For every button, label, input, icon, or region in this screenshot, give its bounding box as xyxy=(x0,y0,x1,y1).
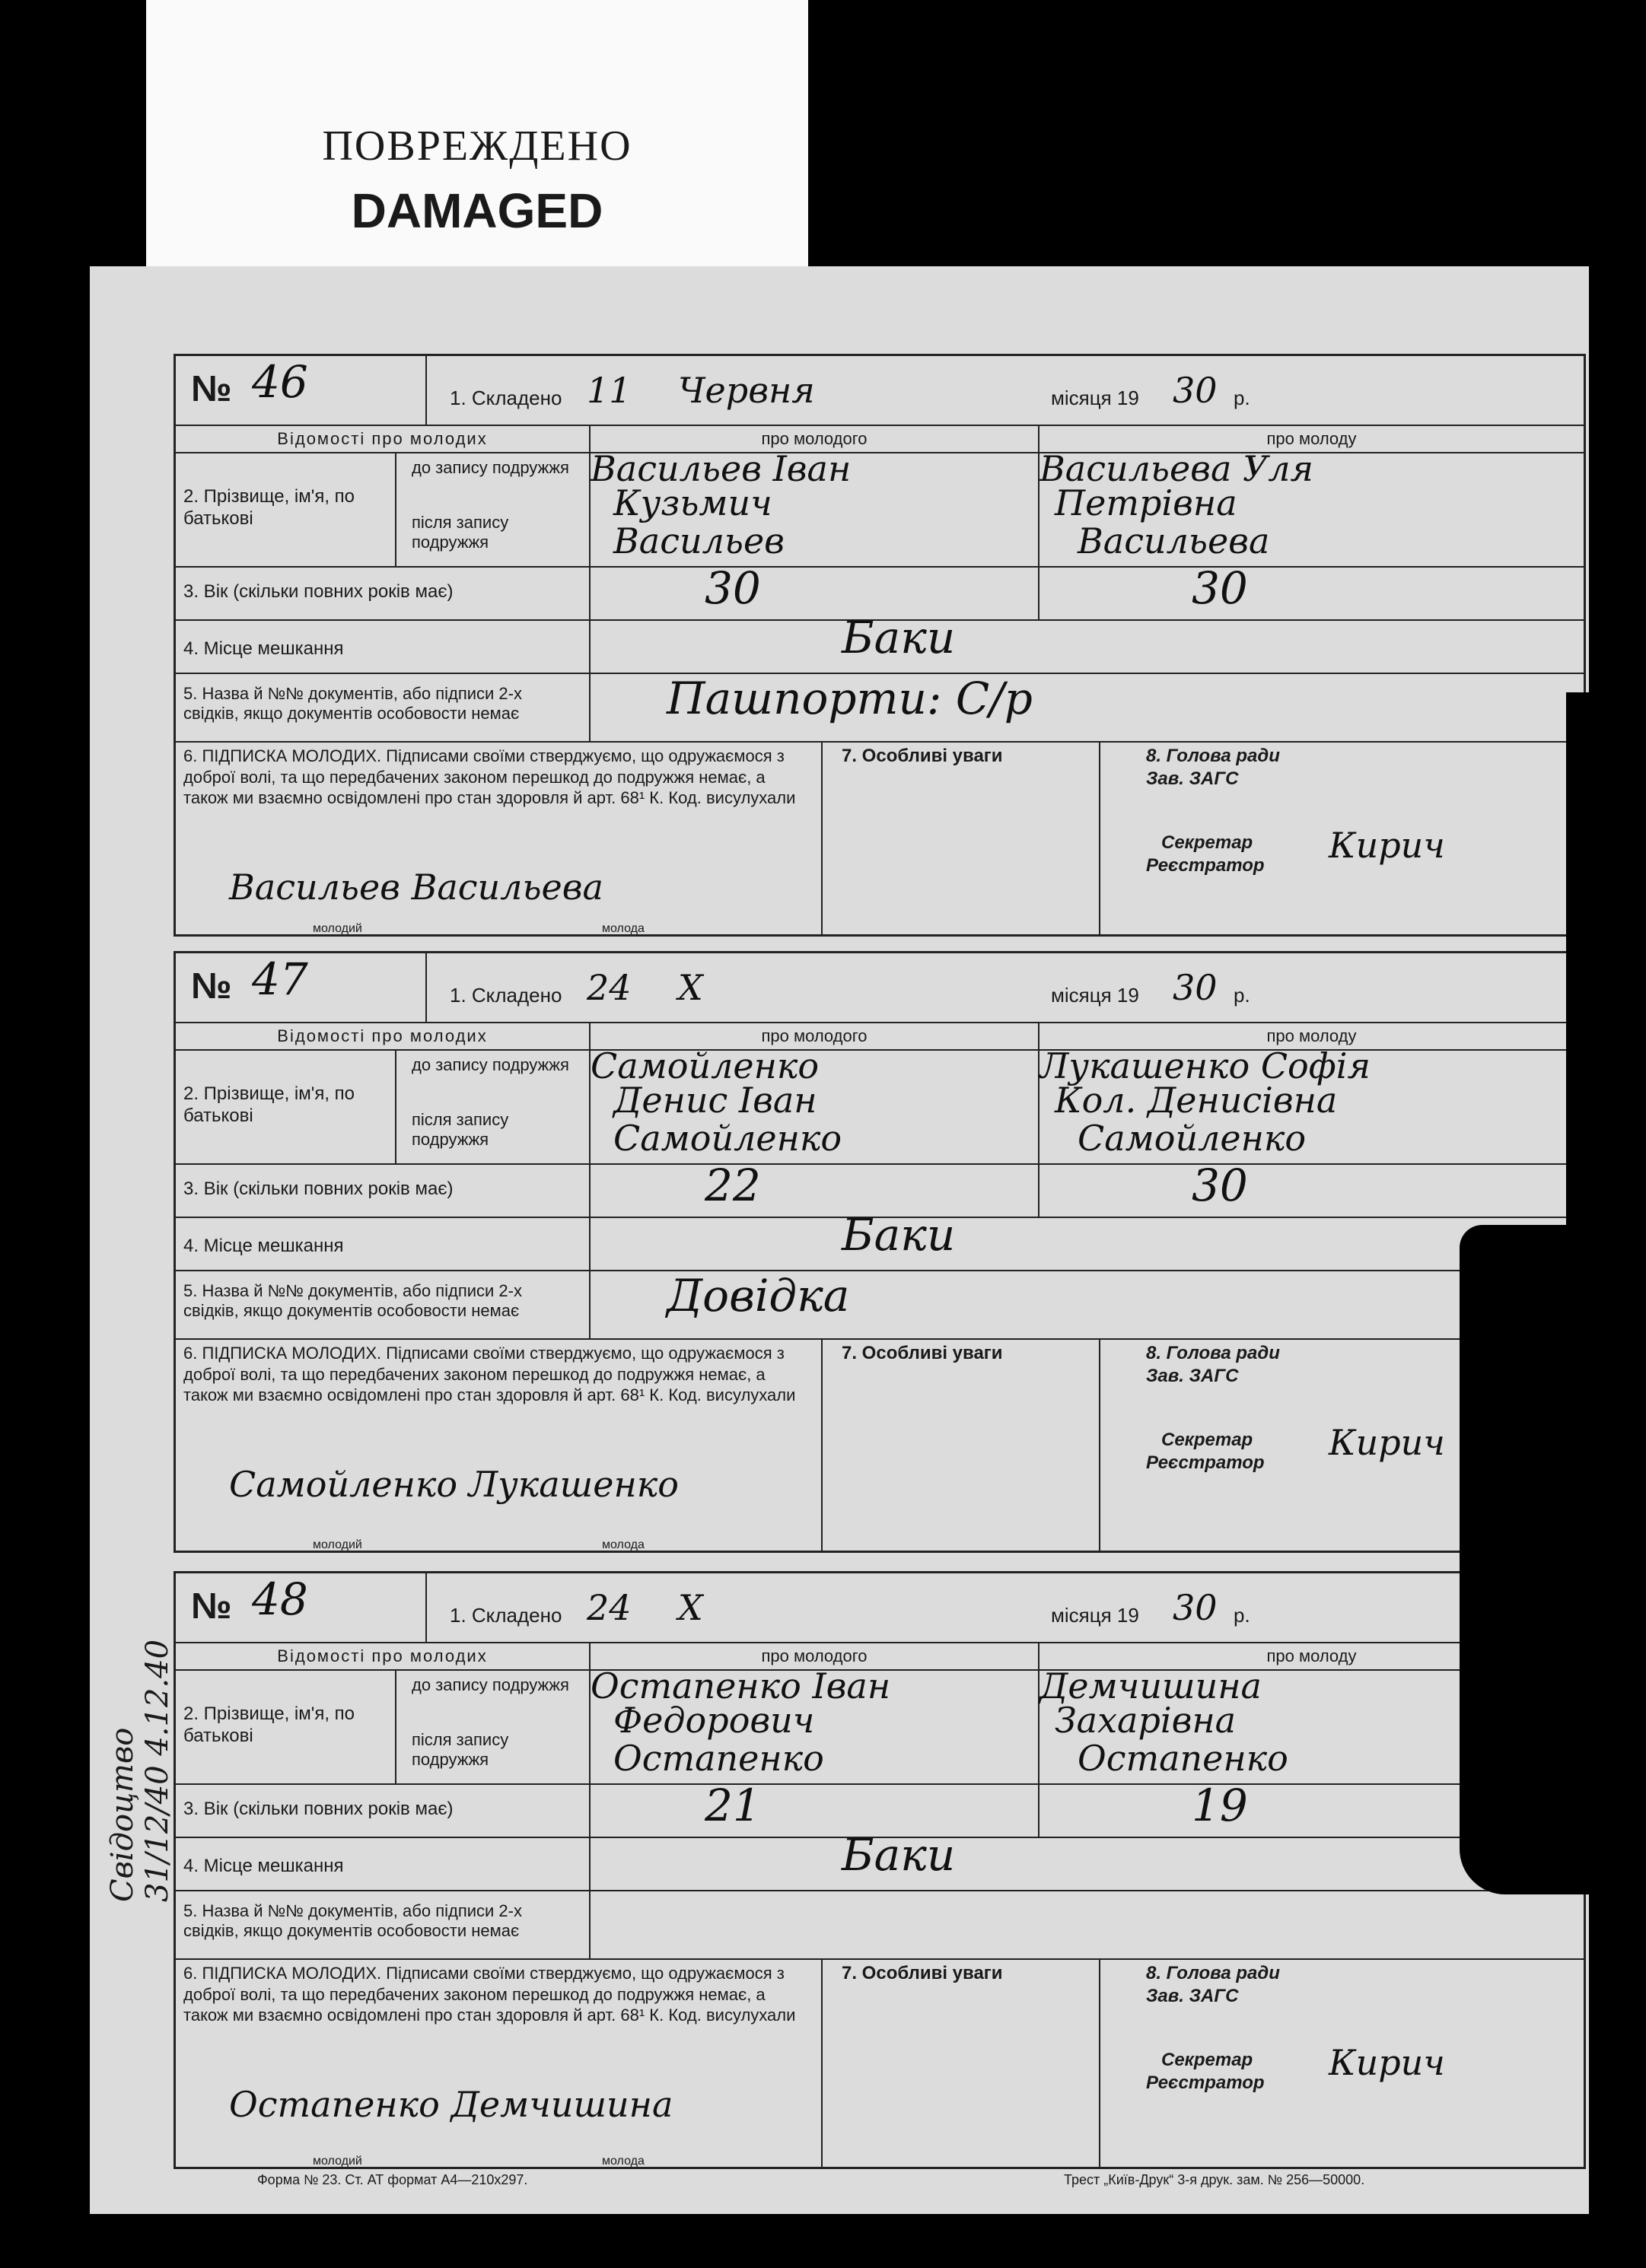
record-header-row xyxy=(176,953,1584,1023)
pledge-cell xyxy=(176,1958,823,2167)
bride-header: про молоду xyxy=(1266,1026,1357,1045)
bride-before-1: Лукашенко Софія xyxy=(1039,1045,1371,1086)
bride-small: молода xyxy=(602,1538,645,1551)
bride-age-cell xyxy=(1039,1159,1584,1217)
zags-label: Зав. ЗАГС xyxy=(1146,768,1239,789)
composed-year: 30 xyxy=(1173,1587,1218,1628)
composed-cell xyxy=(427,356,1584,425)
residence-row xyxy=(176,1829,1584,1891)
name-row xyxy=(176,448,1584,568)
info-header: Відомості про молодих xyxy=(176,1022,591,1049)
registrar-label: Реєстратор xyxy=(1146,2072,1265,2093)
before-label: до запису подружжя xyxy=(412,1675,569,1694)
officials-cell xyxy=(1100,741,1584,934)
no-sign: № xyxy=(191,966,232,1007)
name-row xyxy=(176,1045,1584,1165)
groom-small: молодий xyxy=(313,1538,362,1551)
record-number-cell xyxy=(176,953,427,1022)
pledge-label: 6. ПІДПИСКА МОЛОДИХ. Підписами своїми стверджуємо, що одружаємося з доброї волі, та що передбачених законом перешкод до подружжя немає, а також ми взаємно освідомлені про стан здоровля й арт. 68¹ К. Код. висулухали xyxy=(183,1964,796,2025)
groom-age-cell xyxy=(591,1159,1039,1217)
groom-before-1: Остапенко Іван xyxy=(591,1665,891,1707)
docs-cell xyxy=(591,1270,1584,1338)
bride-header: про молоду xyxy=(1266,1646,1357,1665)
bride-after: Остапенко xyxy=(1078,1738,1288,1779)
groom-before-1: Самойленко xyxy=(591,1045,820,1086)
info-header: Відомості про молодих xyxy=(176,425,591,452)
groom-header: про молодого xyxy=(591,1022,1039,1049)
record-section xyxy=(174,354,1586,937)
docs-label: 5. Назва й №№ документів, або підписи 2-х свідків, якщо документів особовости немає xyxy=(176,673,591,741)
couple-signatures: Васильев Васильева xyxy=(229,867,603,908)
composed-label: 1. Складено xyxy=(450,386,562,409)
composed-day: 11 xyxy=(587,370,632,411)
head-label: 8. Голова ради xyxy=(1146,746,1280,766)
residence-row xyxy=(176,1209,1584,1271)
composed-day: 24 xyxy=(587,1587,632,1628)
year-suffix: р. xyxy=(1234,984,1250,1007)
damaged-label xyxy=(146,0,808,270)
bride-small: молода xyxy=(602,2154,645,2168)
bride-name-cell xyxy=(1039,448,1584,566)
before-after-cell xyxy=(396,1669,591,1783)
couple-signatures: Самойленко Лукашенко xyxy=(229,1464,679,1505)
docs: Довідка xyxy=(667,1270,850,1322)
groom-header: про молодого xyxy=(591,425,1039,452)
head-label: 8. Голова ради xyxy=(1146,1963,1280,1983)
bride-before-2: Кол. Денисівна xyxy=(1055,1080,1338,1121)
notes-label: 7. Особливі уваги xyxy=(823,1958,1100,2167)
official-signature: Кирич xyxy=(1329,2042,1445,2083)
residence: Баки xyxy=(842,1209,956,1261)
composed-day: 24 xyxy=(587,967,632,1008)
bride-before-1: Демчишина xyxy=(1039,1665,1262,1707)
bride-age: 30 xyxy=(1192,562,1248,614)
column-header-row xyxy=(176,425,1584,453)
docs-label: 5. Назва й №№ документів, або підписи 2-х свідків, якщо документів особовости немає xyxy=(176,1890,591,1958)
footer-right: Трест „Київ-Друк“ 3-я друк. зам. № 256—50000. xyxy=(1064,2172,1365,2187)
pledge-cell xyxy=(176,1338,823,1551)
residence: Баки xyxy=(842,1829,956,1881)
month-label: місяця 19 xyxy=(1051,984,1139,1007)
composed-month: X xyxy=(678,967,703,1008)
paper-tear xyxy=(1566,692,1597,1225)
bride-after: Васильева xyxy=(1078,520,1270,561)
groom-small: молодий xyxy=(313,921,362,935)
official-signature: Кирич xyxy=(1329,1422,1445,1463)
record-number-cell xyxy=(176,1573,427,1642)
groom-name-cell xyxy=(591,1045,1039,1163)
record-number: 46 xyxy=(252,356,308,408)
docs-row xyxy=(176,1890,1584,1960)
after-label: після запису подружжя xyxy=(412,1110,509,1150)
secretary-label: Секретар xyxy=(1161,2050,1253,2070)
after-label: після запису подружжя xyxy=(412,513,509,552)
residence-cell xyxy=(591,1829,1584,1890)
pledge-label: 6. ПІДПИСКА МОЛОДИХ. Підписами своїми стверджуємо, що одружаємося з доброї волі, та що передбачених законом перешкод до подружжя немає, а також ми взаємно освідомлені про стан здоровля й арт. 68¹ К. Код. висулухали xyxy=(183,746,796,807)
residence-label: 4. Місце мешкання xyxy=(176,1217,591,1270)
groom-name-cell xyxy=(591,448,1039,566)
before-label: до запису подружжя xyxy=(412,458,569,477)
docs-row xyxy=(176,1270,1584,1340)
composed-year: 30 xyxy=(1173,967,1218,1008)
groom-age: 21 xyxy=(705,1780,761,1831)
composed-month: X xyxy=(678,1587,703,1628)
couple-signatures: Остапенко Демчишина xyxy=(229,2084,673,2125)
residence-row xyxy=(176,612,1584,674)
secretary-label: Секретар xyxy=(1161,1430,1253,1450)
composed-month: Червня xyxy=(678,370,815,411)
notes-label: 7. Особливі уваги xyxy=(823,741,1100,934)
month-label: місяця 19 xyxy=(1051,386,1139,409)
footer-left: Форма № 23. Ст. АТ формат А4—210х297. xyxy=(257,2172,528,2187)
pledge-label: 6. ПІДПИСКА МОЛОДИХ. Підписами своїми стверджуємо, що одружаємося з доброї волі, та що передбачених законом перешкод до подружжя немає, а також ми взаємно освідомлені про стан здоровля й арт. 68¹ К. Код. висулухали xyxy=(183,1344,796,1404)
docs-label: 5. Назва й №№ документів, або підписи 2-х свідків, якщо документів особовости немає xyxy=(176,1270,591,1338)
record-header-row xyxy=(176,1573,1584,1643)
year-suffix: р. xyxy=(1234,1604,1250,1627)
composed-year: 30 xyxy=(1173,370,1218,411)
age-label: 3. Вік (скільки повних років має) xyxy=(176,566,591,619)
margin-note: Свідоцтво 31/12/40 4.12.40 xyxy=(105,1639,175,1902)
docs-cell xyxy=(591,673,1584,741)
residence-cell xyxy=(591,1209,1584,1270)
pledge-row xyxy=(176,1338,1584,1551)
bride-header: про молоду xyxy=(1266,429,1357,448)
bride-age-cell xyxy=(1039,562,1584,619)
after-label: після запису подружжя xyxy=(412,1730,509,1770)
bride-age: 19 xyxy=(1192,1780,1248,1831)
bride-small: молода xyxy=(602,921,645,935)
groom-small: молодий xyxy=(313,2154,362,2168)
record-section xyxy=(174,1571,1586,2169)
damaged-label-en: DAMAGED xyxy=(351,183,603,238)
registrar-label: Реєстратор xyxy=(1146,855,1265,876)
docs-cell xyxy=(591,1890,1584,1958)
groom-age: 30 xyxy=(705,562,761,614)
before-after-cell xyxy=(396,452,591,566)
composed-label: 1. Складено xyxy=(450,1604,562,1627)
groom-age-cell xyxy=(591,1780,1039,1837)
residence: Баки xyxy=(842,612,956,663)
residence-label: 4. Місце мешкання xyxy=(176,619,591,673)
groom-after: Остапенко xyxy=(613,1738,824,1779)
officials-cell xyxy=(1100,1958,1584,2167)
before-label: до запису подружжя xyxy=(412,1055,569,1074)
month-label: місяця 19 xyxy=(1051,1604,1139,1627)
groom-after: Самойленко xyxy=(613,1118,842,1159)
zags-label: Зав. ЗАГС xyxy=(1146,1986,1239,2006)
age-label: 3. Вік (скільки повних років має) xyxy=(176,1163,591,1217)
register-sheet xyxy=(90,266,1589,2214)
residence-label: 4. Місце мешкання xyxy=(176,1837,591,1890)
secretary-label: Секретар xyxy=(1161,832,1253,853)
bride-before-2: Петрівна xyxy=(1055,482,1237,523)
pledge-row xyxy=(176,1958,1584,2167)
composed-cell xyxy=(427,953,1584,1022)
composed-cell xyxy=(427,1573,1584,1642)
year-suffix: р. xyxy=(1234,386,1250,409)
bride-name-cell xyxy=(1039,1045,1584,1163)
groom-header: про молодого xyxy=(591,1642,1039,1669)
paper-tear xyxy=(1460,1225,1589,1894)
groom-after: Васильев xyxy=(613,520,785,561)
groom-name-cell xyxy=(591,1665,1039,1783)
record-header-row xyxy=(176,356,1584,426)
name-label: 2. Прізвище, ім'я, по батькові xyxy=(176,1669,396,1783)
bride-before-2: Захарівна xyxy=(1055,1700,1237,1741)
groom-before-1: Васильев Іван xyxy=(591,448,852,489)
record-number-cell xyxy=(176,356,427,425)
bride-age: 30 xyxy=(1192,1159,1248,1211)
no-sign: № xyxy=(191,1586,232,1627)
record-number: 47 xyxy=(252,953,308,1005)
docs: Пашпорти: С/р xyxy=(667,673,1033,724)
pledge-cell xyxy=(176,741,823,934)
info-header: Відомості про молодих xyxy=(176,1642,591,1669)
bride-after: Самойленко xyxy=(1078,1118,1307,1159)
column-header-row xyxy=(176,1022,1584,1051)
groom-before-2: Федорович xyxy=(613,1700,815,1741)
registrar-label: Реєстратор xyxy=(1146,1452,1265,1473)
pledge-row xyxy=(176,741,1584,934)
age-label: 3. Вік (скільки повних років має) xyxy=(176,1783,591,1837)
head-label: 8. Голова ради xyxy=(1146,1343,1280,1363)
groom-before-2: Денис Іван xyxy=(613,1080,817,1121)
groom-before-2: Кузьмич xyxy=(613,482,772,523)
name-row xyxy=(176,1665,1584,1785)
zags-label: Зав. ЗАГС xyxy=(1146,1366,1239,1386)
composed-label: 1. Складено xyxy=(450,984,562,1007)
name-label: 2. Прізвище, ім'я, по батькові xyxy=(176,1049,396,1163)
docs-row xyxy=(176,673,1584,743)
groom-age-cell xyxy=(591,562,1039,619)
record-number: 48 xyxy=(252,1573,308,1625)
record-section xyxy=(174,951,1586,1553)
damaged-label-uk: ПОВРЕЖДЕНО xyxy=(322,122,632,170)
notes-label: 7. Особливі уваги xyxy=(823,1338,1100,1551)
residence-cell xyxy=(591,612,1584,673)
name-label: 2. Прізвище, ім'я, по батькові xyxy=(176,452,396,566)
bride-before-1: Васильева Уля xyxy=(1039,448,1313,489)
no-sign: № xyxy=(191,369,232,409)
groom-age: 22 xyxy=(705,1159,761,1211)
official-signature: Кирич xyxy=(1329,825,1445,866)
before-after-cell xyxy=(396,1049,591,1163)
